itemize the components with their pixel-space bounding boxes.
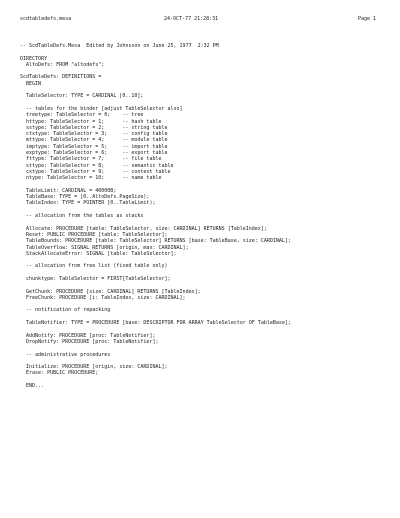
header-page-number: Page 1 xyxy=(358,16,377,22)
code-line: treetype: TableSelector = 0; -- tree xyxy=(20,112,144,119)
code-line: mttype: TableSelector = 4; -- module table xyxy=(20,137,168,144)
code-line: DropNotify: PROCEDURE [proc: TableNotifier]; xyxy=(20,338,159,345)
code-line: ScdTableDefs: DEFINITIONS = xyxy=(20,74,102,81)
code-line: Allocate: PROCEDURE [table: TableSelector, size: CARDINAL] RETURNS [TableIndex]; xyxy=(20,225,267,232)
code-line: DIRECTORY xyxy=(20,55,48,62)
code-line: ctxtype: TableSelector = 3; -- config table xyxy=(20,131,168,138)
code-line: Erase: PUBLIC PROCEDURE; xyxy=(20,370,99,377)
code-line: TableNotifier: TYPE = PROCEDURE [base: DESCRIPTOR FOR ARRAY TableSelector OF TableBase]; xyxy=(20,320,291,327)
code-line: Reset: PUBLIC PROCEDURE [table: TableSelector]; xyxy=(20,231,168,238)
code-line: sstype: TableSelector = 2; -- string table xyxy=(20,124,168,131)
code-line: TableIndex: TYPE = POINTER [0..TableLimit); xyxy=(20,200,156,207)
code-line: FreeChunk: PROCEDURE [i: TableIndex, size: CARDINAL]; xyxy=(20,294,186,301)
code-line: sttype: TableSelector = 8; -- semantic table xyxy=(20,162,174,169)
code-line: END... xyxy=(20,383,45,390)
code-line: GetChunk: PROCEDURE [size: CARDINAL] RETURNS [TableIndex]; xyxy=(20,288,201,295)
code-line: StackAllocateError: SIGNAL [table: TableSelector]; xyxy=(20,250,177,257)
code-line: exptype: TableSelector = 6; -- export table xyxy=(20,150,168,157)
header-timestamp: 24-OCT-77 21:28:31 xyxy=(164,16,219,22)
code-line: httype: TableSelector = 1; -- hash table xyxy=(20,118,162,125)
code-line: chunktype: TableSelector = FIRST[TableSelector]; xyxy=(20,275,171,282)
code-line: Initialize: PROCEDURE [origin, size: CARDINAL]; xyxy=(20,364,168,371)
code-line: BEGIN xyxy=(20,80,42,87)
code-line: TableBase: TYPE = [0..AltoDefs.PageSize); xyxy=(20,194,150,201)
code-line: TableSelector: TYPE = CARDINAL [0..10]; xyxy=(20,93,144,100)
code-line: imptype: TableSelector = 5; -- import table xyxy=(20,143,168,150)
code-line: TableLimit: CARDINAL = 40000B; xyxy=(20,187,117,194)
header-filename: scdtabledefs.mesa xyxy=(20,16,72,22)
code-line: -- allocation from the tables as stacks xyxy=(20,213,144,220)
code-line: TableOverflow: SIGNAL RETURNS [origin, max: CARDINAL]; xyxy=(20,244,189,251)
code-line: TableBounds: PROCEDURE [table: TableSelector] RETURNS [base: TableBase, size: CARDINAL]; xyxy=(20,238,291,245)
code-line: ntype: TableSelector = 10; -- name table xyxy=(20,175,162,182)
code-line: -- administrative procedures xyxy=(20,351,111,358)
code-line: fttype: TableSelector = 7; -- file table xyxy=(20,156,162,163)
code-line: AltoDefs: FROM "altodefs"; xyxy=(20,61,105,68)
code-line: -- notification of repacking xyxy=(20,307,111,314)
code-line: -- ScdTableDefs.Mesa Edited by Johnsson on June 25, 1977 2:32 PM xyxy=(20,43,219,49)
code-line: -- allocation from free list (fixed table only) xyxy=(20,263,168,270)
code-line: AddNotify: PROCEDURE [proc: TableNotifier]; xyxy=(20,332,156,339)
code-line: -- tables for the binder [adjust TableSelector also] xyxy=(20,105,183,112)
code-listing xyxy=(20,43,388,389)
code-line: cxtype: TableSelector = 9; -- context table xyxy=(20,168,171,175)
